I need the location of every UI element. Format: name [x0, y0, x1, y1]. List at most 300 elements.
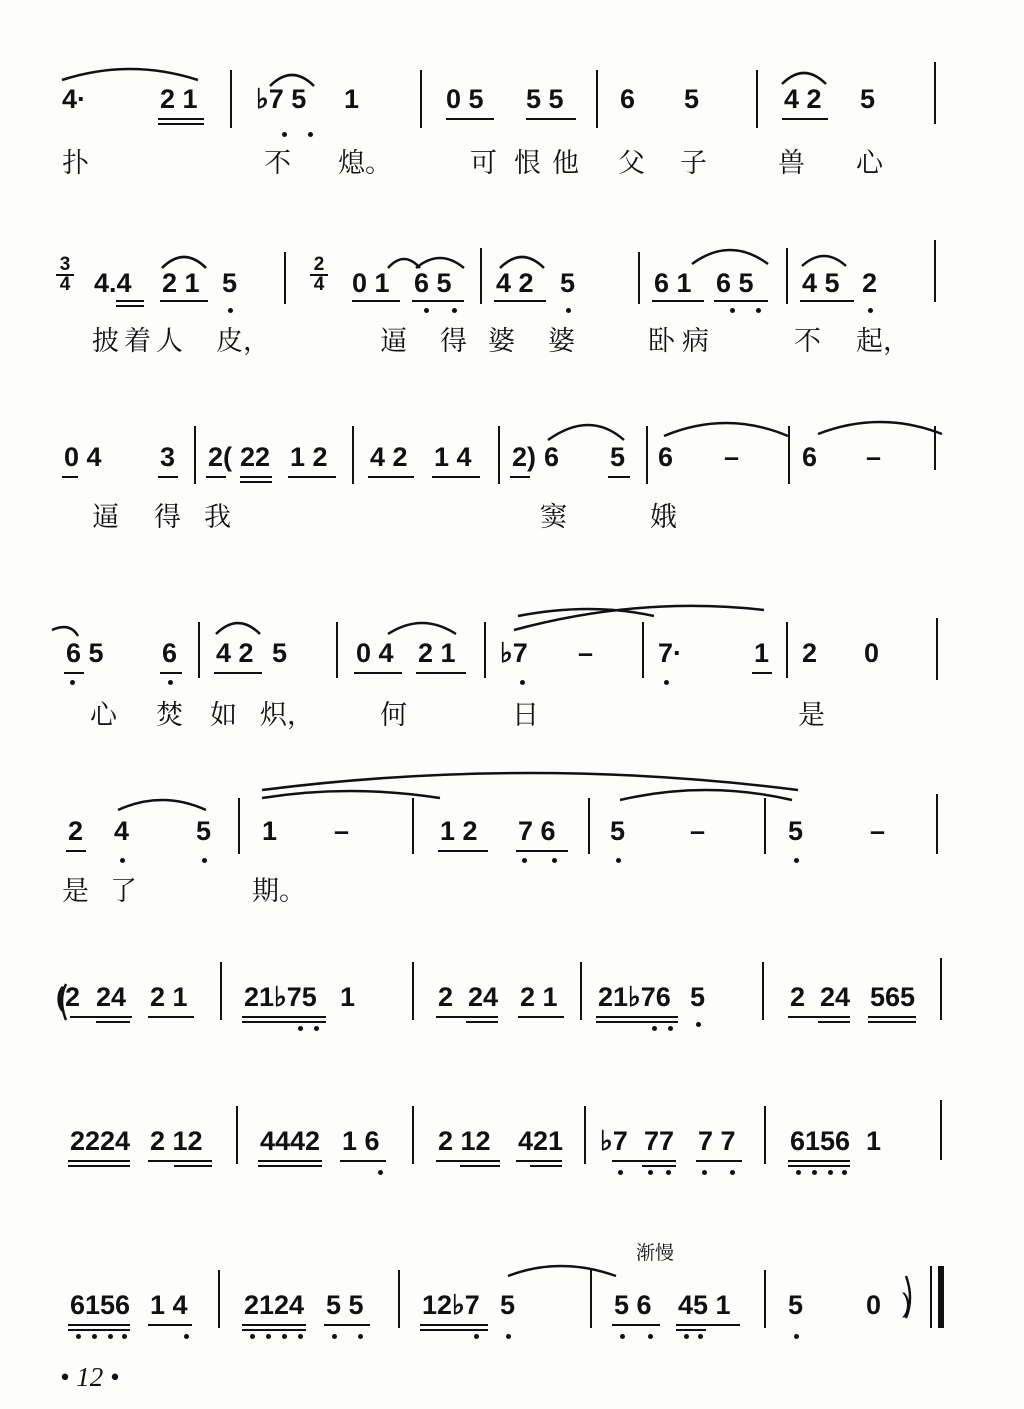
barline	[220, 962, 222, 1020]
note: 5	[860, 84, 876, 114]
barline	[218, 1270, 220, 1328]
note-group: 4 2	[496, 268, 534, 298]
barline	[336, 622, 338, 678]
beam	[158, 118, 204, 120]
barline	[934, 62, 936, 124]
note: 3	[160, 442, 176, 472]
beam	[516, 1160, 562, 1162]
lyric: 披	[92, 326, 119, 357]
lyric: 婆	[548, 326, 575, 357]
note: 5	[196, 816, 212, 846]
note-group: 6156	[790, 1126, 851, 1156]
barline	[412, 1106, 414, 1164]
note-group: 21♭76	[598, 982, 671, 1012]
note: 1	[344, 84, 360, 114]
barline	[480, 248, 482, 304]
note-group: 4 2	[370, 442, 408, 472]
octave-dot	[474, 1334, 479, 1339]
note-group: 1 4	[434, 442, 472, 472]
barline	[194, 426, 196, 484]
note-group: 77	[644, 1126, 675, 1156]
octave-dot	[308, 132, 313, 137]
beam	[62, 476, 78, 478]
barline	[584, 1106, 586, 1164]
note-group: 12♭7	[422, 1290, 480, 1320]
note: 2)	[512, 442, 537, 472]
lyric: 我	[204, 502, 231, 533]
beam	[800, 300, 854, 302]
barline	[236, 1106, 238, 1164]
octave-dot	[666, 1170, 671, 1175]
lyric: 子	[680, 148, 707, 179]
octave-dot	[652, 1026, 657, 1031]
lyric: 心	[856, 148, 883, 179]
note: 1	[866, 1126, 882, 1156]
beam	[158, 476, 178, 478]
beam	[242, 1324, 306, 1326]
beam	[466, 1021, 498, 1023]
beam	[752, 672, 772, 674]
note: 2	[68, 816, 84, 846]
barline	[230, 70, 232, 128]
octave-dot	[184, 1334, 189, 1339]
note: 1	[340, 982, 356, 1012]
note-group: 2224	[70, 1126, 131, 1156]
beam	[438, 850, 488, 852]
octave-dot	[616, 858, 621, 863]
note: 2(	[208, 442, 233, 472]
note-group: 0 5	[446, 84, 484, 114]
barline	[284, 252, 286, 304]
beam	[642, 1165, 676, 1167]
barline	[412, 798, 414, 854]
beam	[66, 850, 86, 852]
octave-dot	[812, 1170, 817, 1175]
octave-dot	[332, 1334, 337, 1339]
octave-dot	[730, 1170, 735, 1175]
note: 1	[262, 816, 278, 846]
beam	[416, 672, 466, 674]
note-group: 4442	[260, 1126, 321, 1156]
barline	[352, 426, 354, 484]
beam	[516, 850, 568, 852]
beam	[436, 1016, 498, 1018]
barline	[788, 426, 790, 484]
note: ♭7	[600, 1126, 628, 1156]
note-group: 2 1	[520, 982, 558, 1012]
barline	[940, 1100, 942, 1160]
note: 6	[620, 84, 636, 114]
lyric: 病	[682, 326, 709, 357]
note-group: 565	[870, 982, 916, 1012]
beam	[68, 1165, 130, 1167]
note-dash: –	[724, 442, 740, 472]
beam	[526, 118, 576, 120]
note-group: 2 1	[162, 268, 200, 298]
barline	[580, 962, 582, 1020]
beam	[788, 1165, 850, 1167]
beam	[596, 1021, 678, 1023]
lyric: 他	[552, 148, 579, 179]
barline	[412, 962, 414, 1020]
note: ♭7	[500, 638, 528, 668]
octave-dot	[282, 1334, 287, 1339]
note-group: 5 5	[326, 1290, 364, 1320]
beam	[148, 1160, 212, 1162]
note-dash: –	[334, 816, 350, 846]
octave-dot	[452, 308, 457, 313]
lyric: 如	[210, 700, 237, 731]
barline	[936, 794, 938, 854]
lyric: 着	[124, 326, 151, 357]
barline	[940, 958, 942, 1020]
note: 4·	[62, 84, 87, 114]
octave-dot	[228, 308, 233, 313]
octave-dot	[620, 1334, 625, 1339]
beam	[242, 1016, 326, 1018]
lyric: 不	[264, 148, 291, 179]
note-group: 5 6	[614, 1290, 652, 1320]
note-group: 2 1	[418, 638, 456, 668]
octave-dot	[120, 858, 125, 863]
note: 5	[560, 268, 576, 298]
octave-dot	[618, 1170, 623, 1175]
beam	[242, 1021, 326, 1023]
lyric: 娥	[650, 502, 677, 533]
octave-dot	[828, 1170, 833, 1175]
octave-dot	[70, 680, 75, 685]
octave-dot	[842, 1170, 847, 1175]
note-group: ♭7 5	[256, 84, 307, 114]
note-group: 0 1	[352, 268, 390, 298]
lyric: 不	[794, 326, 821, 357]
beam	[96, 1021, 130, 1023]
barline	[764, 798, 766, 854]
beam	[420, 1324, 488, 1326]
note-group: 4 5	[802, 268, 840, 298]
note: 5	[690, 982, 706, 1012]
octave-dot	[250, 1334, 255, 1339]
barline	[764, 1106, 766, 1164]
note-group: 6 5	[66, 638, 104, 668]
barline	[756, 70, 758, 128]
beam	[368, 476, 414, 478]
note: 2	[802, 638, 818, 668]
beam	[868, 1021, 916, 1023]
beam	[160, 300, 208, 302]
octave-dot	[730, 308, 735, 313]
beam	[288, 476, 336, 478]
note-group: 0 4	[64, 442, 102, 472]
barline	[786, 622, 788, 678]
octave-dot	[566, 308, 571, 313]
note-group: 6 5	[716, 268, 754, 298]
note: 0	[864, 638, 880, 668]
barline	[198, 622, 200, 678]
octave-dot	[684, 1334, 689, 1339]
note-group: 1 6	[342, 1126, 380, 1156]
final-barline-thick	[938, 1266, 944, 1328]
beam	[340, 1160, 386, 1162]
beam	[68, 1160, 130, 1162]
note: 7·	[658, 638, 683, 668]
note: 4	[114, 816, 130, 846]
octave-dot	[796, 1170, 801, 1175]
lyric: 窦	[540, 502, 567, 533]
final-barline-thin	[930, 1266, 932, 1328]
lyric: 日	[512, 700, 539, 731]
octave-dot	[868, 308, 873, 313]
note: 6	[658, 442, 674, 472]
octave-dot	[298, 1334, 303, 1339]
note-group: 2 1	[150, 982, 188, 1012]
beam	[788, 1016, 850, 1018]
beam	[596, 1016, 678, 1018]
lyric: 得	[154, 502, 181, 533]
octave-dot	[108, 1334, 113, 1339]
beam	[436, 1160, 500, 1162]
beam	[352, 300, 400, 302]
lyric: 皮，	[216, 326, 270, 357]
note: 5	[500, 1290, 516, 1320]
note: 2	[862, 268, 878, 298]
note-group: 4.4	[94, 268, 132, 298]
barline	[588, 798, 590, 854]
beam	[788, 1160, 850, 1162]
note-group: 22	[240, 442, 271, 472]
note-dash: –	[870, 816, 886, 846]
note-group: 24	[468, 982, 499, 1012]
lyric: 得	[440, 326, 467, 357]
beam	[258, 1165, 322, 1167]
octave-dot	[664, 680, 669, 685]
beam	[68, 1329, 130, 1331]
note: 5	[788, 816, 804, 846]
note: 2	[438, 982, 454, 1012]
beam	[354, 672, 402, 674]
note-group: 24	[820, 982, 851, 1012]
octave-dot	[552, 858, 557, 863]
lyric: 人	[156, 326, 183, 357]
beam	[174, 1165, 212, 1167]
beam	[494, 300, 546, 302]
lyric: 卧	[648, 326, 675, 357]
lyric: 炽，	[260, 700, 314, 731]
note: 5	[610, 816, 626, 846]
note: 5	[610, 442, 626, 472]
beam	[676, 1329, 706, 1331]
beam	[714, 300, 768, 302]
beam	[412, 300, 464, 302]
note-group: 24	[96, 982, 127, 1012]
note: 2	[790, 982, 806, 1012]
note-group: 1 4	[150, 1290, 188, 1320]
lyric: 起，	[856, 326, 910, 357]
octave-dot	[794, 1334, 799, 1339]
note: 5	[684, 84, 700, 114]
beam	[868, 1016, 916, 1018]
beam	[432, 476, 480, 478]
barline	[638, 252, 640, 304]
beam	[460, 1165, 500, 1167]
beam	[214, 672, 262, 674]
octave-dot	[298, 1026, 303, 1031]
barline	[934, 240, 936, 302]
beam	[240, 481, 272, 483]
page-number: • 12 •	[60, 1362, 120, 1392]
note-group: 2 12	[438, 1126, 491, 1156]
beam	[420, 1329, 488, 1331]
lyric: 是	[62, 876, 89, 907]
note: 1	[754, 638, 770, 668]
octave-dot	[520, 680, 525, 685]
note: 5	[788, 1290, 804, 1320]
octave-dot	[648, 1170, 653, 1175]
octave-dot	[696, 1022, 701, 1027]
lyric: 扑	[62, 148, 89, 179]
beam	[158, 123, 204, 125]
barline	[420, 70, 422, 128]
lyric: 逼	[380, 326, 407, 357]
beam	[652, 300, 704, 302]
octave-dot	[92, 1334, 97, 1339]
octave-dot	[168, 680, 173, 685]
octave-dot	[756, 308, 761, 313]
beam	[242, 1329, 306, 1331]
note-group: 6 5	[414, 268, 452, 298]
lyric: 熄。	[338, 148, 392, 179]
lyric: 婆	[488, 326, 515, 357]
octave-dot	[314, 1026, 319, 1031]
lyric: 心	[90, 700, 117, 731]
note: 6	[802, 442, 818, 472]
note: (2	[56, 982, 81, 1012]
time-signature: 3 4	[56, 256, 74, 294]
octave-dot	[282, 132, 287, 137]
octave-dot	[202, 858, 207, 863]
beam	[696, 1160, 742, 1162]
note-dash: –	[690, 816, 706, 846]
octave-dot	[506, 1334, 511, 1339]
note: 6	[162, 638, 178, 668]
beam	[510, 476, 530, 478]
lyric: 逼	[92, 502, 119, 533]
barline	[646, 426, 648, 484]
barline	[596, 70, 598, 128]
barline	[934, 426, 936, 470]
barline	[484, 622, 486, 678]
note-group: 7 6	[518, 816, 556, 846]
beam	[782, 118, 828, 120]
octave-dot	[266, 1334, 271, 1339]
lyric: 何	[380, 700, 407, 731]
beam	[64, 672, 84, 674]
barline	[786, 248, 788, 304]
note-dash: –	[578, 638, 594, 668]
note-dash: –	[866, 442, 882, 472]
beam	[148, 1016, 194, 1018]
note-group: 2 1	[160, 84, 198, 114]
beam	[116, 300, 144, 302]
beam	[324, 1324, 370, 1326]
beam	[518, 1016, 564, 1018]
lyric: 了	[110, 876, 137, 907]
time-signature: 2 4	[310, 256, 328, 294]
note-group: 1 2	[440, 816, 478, 846]
note-group: 21♭75	[244, 982, 317, 1012]
lyric: 期。	[252, 876, 306, 907]
beam	[258, 1160, 322, 1162]
octave-dot	[424, 308, 429, 313]
octave-dot	[702, 1170, 707, 1175]
octave-dot	[76, 1334, 81, 1339]
lyric: 可	[470, 148, 497, 179]
note-group: 6156	[70, 1290, 131, 1320]
note-group: 45 1	[678, 1290, 731, 1320]
tempo-marking: 渐慢	[636, 1242, 675, 1264]
note-group: 1 2	[290, 442, 328, 472]
beam	[530, 1165, 562, 1167]
barline	[762, 962, 764, 1020]
note-group: 2124	[244, 1290, 305, 1320]
barline	[398, 1270, 400, 1328]
beam	[68, 1324, 130, 1326]
note-group: 4 2	[784, 84, 822, 114]
octave-dot	[522, 858, 527, 863]
beam	[612, 1160, 676, 1162]
note-group: 6 1	[654, 268, 692, 298]
beam	[70, 1016, 132, 1018]
note: 6	[544, 442, 560, 472]
note-group: 421	[518, 1126, 564, 1156]
beam	[206, 476, 226, 478]
octave-dot	[648, 1334, 653, 1339]
note-group: 7 7	[698, 1126, 736, 1156]
lyric: 兽	[778, 148, 805, 179]
octave-dot	[668, 1026, 673, 1031]
barline	[590, 1270, 592, 1328]
barline	[498, 426, 500, 484]
note: 5	[272, 638, 288, 668]
note-group: 4 2	[216, 638, 254, 668]
lyric: 父	[618, 148, 645, 179]
beam	[676, 1324, 740, 1326]
barline	[642, 622, 644, 678]
octave-dot	[122, 1334, 127, 1339]
closing-paren: )	[902, 1288, 911, 1318]
lyric: 焚	[156, 700, 183, 731]
octave-dot	[378, 1170, 383, 1175]
lyric: 恨	[514, 148, 541, 179]
octave-dot	[698, 1334, 703, 1339]
note: 0	[866, 1290, 882, 1320]
beam	[148, 1324, 192, 1326]
barline	[764, 1270, 766, 1328]
note-group: 0 4	[356, 638, 394, 668]
beam	[818, 1021, 850, 1023]
lyric: 是	[798, 700, 825, 731]
note-group: 2 12	[150, 1126, 203, 1156]
note-group: 5 5	[526, 84, 564, 114]
octave-dot	[358, 1334, 363, 1339]
octave-dot	[794, 858, 799, 863]
note: 5	[222, 268, 238, 298]
beam	[240, 476, 272, 478]
beam	[612, 1324, 660, 1326]
beam	[446, 118, 494, 120]
beam	[608, 476, 630, 478]
beam	[116, 305, 144, 307]
